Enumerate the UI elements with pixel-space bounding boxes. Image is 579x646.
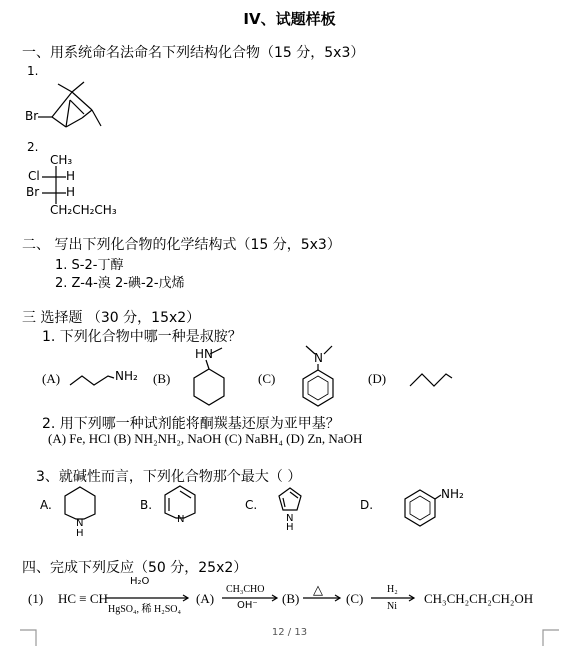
cyclohexylamine-hn: HN	[195, 347, 213, 361]
dimethylaniline-n: N	[314, 351, 323, 365]
sec2-item-2: 2. Z-4-溴 2-碘-2-戊烯	[55, 276, 185, 291]
piperidine-ring	[65, 487, 95, 519]
propylamine-nh2: NH₂	[115, 369, 138, 383]
q3-2-question: 2. 用下列哪一种试剂能将酮羰基还原为亚甲基？	[42, 416, 340, 432]
reagent3-top: △	[313, 583, 323, 598]
intermediate-a: (A)	[196, 591, 215, 606]
reagent2-top: CH₃CHO	[226, 584, 265, 595]
q3-3-question: 3、就碱性而言，下列化合物那个最大（ ）	[36, 469, 302, 485]
reagent4-top: H₂	[387, 584, 398, 595]
pyrrole-h: H	[286, 522, 294, 533]
reaction-start: HC ≡ CH	[58, 591, 108, 606]
q2-number: 2.	[27, 140, 39, 154]
reagent1-top: H₂O	[130, 576, 150, 587]
reagent4-bottom: Ni	[387, 601, 397, 612]
reaction-product: CH₃CH₂CH₂CH₂OH	[424, 591, 534, 606]
aniline-ring	[405, 490, 441, 526]
fischer-ch3: CH₃	[50, 153, 73, 167]
reagent2-bottom: OH⁻	[237, 600, 258, 611]
section4-heading: 四、完成下列反应（50 分，25x2）	[22, 560, 248, 576]
q3-2-options: (A) Fe, HCl (B) NH₂NH₂, NaOH (C) NaBH₄ (D) Zn, NaOH	[48, 431, 363, 446]
q3-1-opt-d: (D)	[368, 371, 387, 386]
piperidine-h: H	[76, 528, 84, 539]
bicyclic-skeleton	[38, 82, 101, 127]
q3-1-opt-a: (A)	[42, 371, 61, 386]
intermediate-c: (C)	[346, 591, 364, 606]
piperidine-n: N	[76, 518, 84, 529]
q3-1-opt-c: (C)	[258, 371, 276, 386]
ethylmethylamine-chain	[410, 374, 452, 386]
q1-br-label: Br	[25, 109, 39, 123]
fischer-h2: H	[66, 185, 76, 199]
sec2-item-1: 1. S-2-丁醇	[55, 258, 124, 273]
fischer-cl: Cl	[28, 169, 40, 183]
pyridine-n: N	[177, 514, 185, 525]
fischer-h1: H	[66, 169, 76, 183]
q1-number: 1.	[27, 64, 39, 78]
page-footer: 12 / 13	[271, 627, 308, 638]
q3-1-opt-b: (B)	[153, 371, 171, 386]
pyrrole-ring	[279, 488, 301, 510]
intermediate-b: (B)	[282, 591, 300, 606]
propylamine-chain	[70, 376, 114, 385]
reaction-number: (1)	[28, 591, 44, 606]
q3-3-opt-d: D.	[360, 498, 374, 512]
section2-heading: 二、 写出下列化合物的化学结构式（15 分，5x3）	[22, 237, 341, 253]
aniline-nh2: NH₂	[441, 487, 464, 501]
reagent1-bottom: HgSO₄, 稀 H₂SO₄	[108, 604, 181, 615]
q3-1-question: 1. 下列化合物中哪一种是叔胺？	[42, 329, 242, 345]
q3-3-opt-c: C.	[245, 498, 258, 512]
q3-3-opt-b: B.	[140, 498, 153, 512]
page-title: IV、试题样板	[243, 10, 336, 28]
fischer-br: Br	[26, 185, 40, 199]
fischer-tail: CH₂CH₂CH₃	[50, 203, 117, 217]
section3-heading: 三 选择题 （30 分，15x2）	[22, 310, 201, 326]
section1-heading: 一、用系统命名法命名下列结构化合物（15 分，5x3）	[22, 45, 365, 61]
q3-3-opt-a: A.	[40, 498, 52, 512]
pyrrole-n: N	[286, 513, 294, 524]
